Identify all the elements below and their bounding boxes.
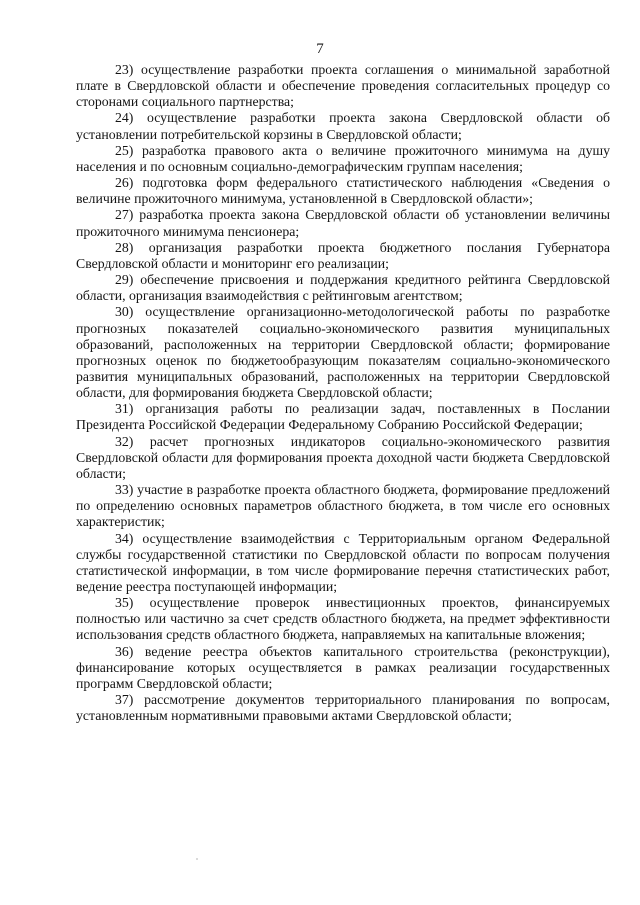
list-item: 26) подготовка форм федерального статистического наблюдения «Сведения о величине прожиточного минимума, установленной в Свердловской области»; [76, 175, 610, 207]
list-item: 28) организация разработки проекта бюджетного послания Губернатора Свердловской области и мониторинг его реализации; [76, 239, 610, 271]
list-item: 35) осуществление проверок инвестиционных проектов, финансируемых полностью или частично за счет средств областного бюджета, на предмет эффективности использования средств областного бюджета, направляемых на капитальные вложения; [76, 595, 610, 643]
list-item: 29) обеспечение присвоения и поддержания кредитного рейтинга Свердловской области, организация взаимодействия с рейтинговым агентством; [76, 272, 610, 304]
list-item: 27) разработка проекта закона Свердловской области об установлении величины прожиточного минимума пенсионера; [76, 207, 610, 239]
page-number: 7 [316, 41, 324, 57]
list-item: 24) осуществление разработки проекта закона Свердловской области об установлении потребительской корзины в Свердловской области; [76, 110, 610, 142]
list-item: 36) ведение реестра объектов капитального строительства (реконструкции), финансирование которых осуществляется в рамках реализации государственных программ Свердловской области; [76, 643, 610, 691]
scan-speck [196, 858, 198, 860]
list-item: 33) участие в разработке проекта областного бюджета, формирование предложений по определению основных параметров областного бюджета, в том числе его основных характеристик; [76, 482, 610, 530]
list-item: 23) осуществление разработки проекта соглашения о минимальной заработной плате в Свердловской области и обеспечение проведения согласительных процедур со сторонами социального партнерства; [76, 62, 610, 110]
list-item: 30) осуществление организационно-методологической работы по разработке прогнозных показателей социально-экономического развития муниципальных образований, расположенных на территории Свердловской области; формирование прогнозных оценок по бюджетообразующим показателям социально-экономического развития муниципальных образований, расположенных на территории Свердловской области, для формирования бюджета Свердловской области; [76, 304, 610, 401]
list-item: 31) организация работы по реализации задач, поставленных в Послании Президента Российской Федерации Федеральному Собранию Российской Федерации; [76, 401, 610, 433]
document-body [76, 62, 610, 724]
list-item: 25) разработка правового акта о величине прожиточного минимума на душу населения и по основным социально-демографическим группам населения; [76, 142, 610, 174]
list-item: 37) рассмотрение документов территориального планирования по вопросам, установленным нормативными правовыми актами Свердловской области; [76, 692, 610, 724]
list-item: 34) осуществление взаимодействия с Территориальным органом Федеральной службы государственной статистики по Свердловской области по вопросам получения статистической информации, в том числе формирование перечня статистических работ, ведение реестра поступающей информации; [76, 530, 610, 594]
list-item: 32) расчет прогнозных индикаторов социально-экономического развития Свердловской области для формирования проекта доходной части бюджета Свердловской области; [76, 433, 610, 481]
